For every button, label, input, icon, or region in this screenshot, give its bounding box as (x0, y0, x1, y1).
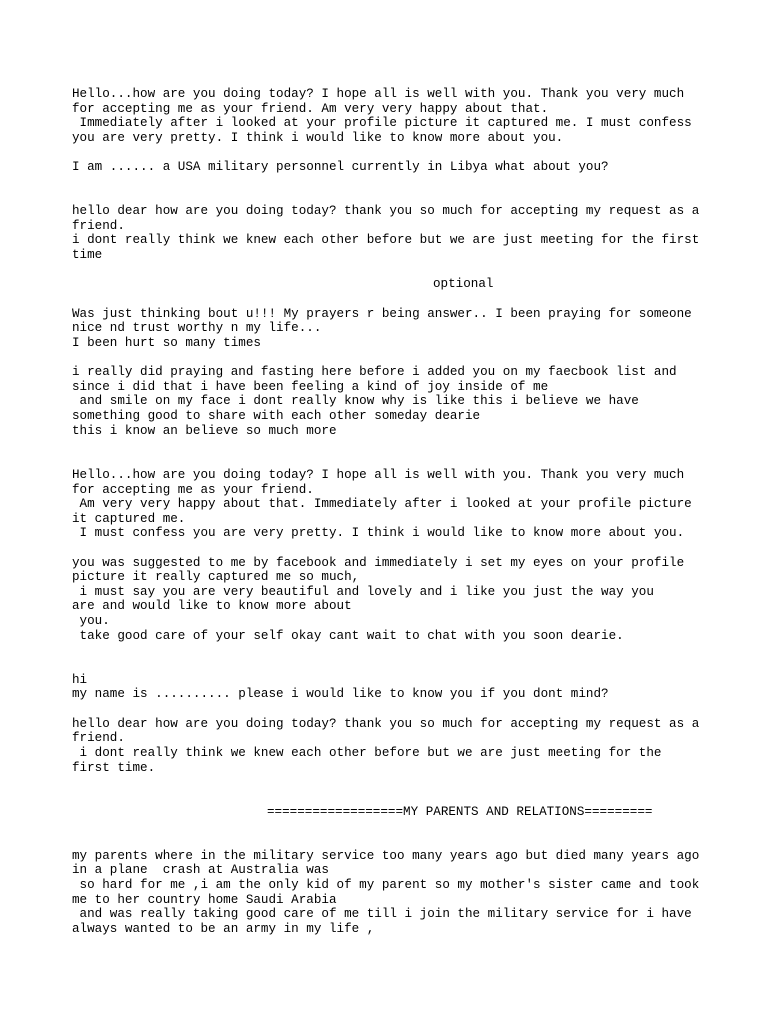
text-line: Hello...how are you doing today? I hope all is well with you. Thank you very much (72, 468, 685, 482)
text-line: i dont really think we knew each other before but we are just meeting for the (72, 746, 662, 760)
text-line: in a plane crash at Australia was (72, 863, 329, 877)
text-line: and was really taking good care of me till i join the military service for i have (72, 907, 692, 921)
text-line: I must confess you are very pretty. I think i would like to know more about you. (72, 526, 685, 540)
text-line: i must say you are very beautiful and lovely and i like you just the way you (72, 585, 654, 599)
text-line: and smile on my face i dont really know why is like this i believe we have (72, 394, 639, 408)
text-line: I been hurt so many times (72, 336, 261, 350)
text-line: you are very pretty. I think i would like to know more about you. (72, 131, 564, 145)
text-line: friend. (72, 731, 125, 745)
text-line: this i know an believe so much more (72, 424, 337, 438)
text-line: I am ...... a USA military personnel currently in Libya what about you? (72, 160, 609, 174)
optional-heading: optional (433, 277, 494, 291)
text-line: first time. (72, 761, 156, 775)
text-line: you. (72, 614, 110, 628)
text-line: i dont really think we knew each other before but we are just meeting for the first (72, 233, 700, 247)
text-line: you was suggested to me by facebook and immediately i set my eyes on your profile (72, 556, 685, 570)
text-line: take good care of your self okay cant wait to chat with you soon dearie. (72, 629, 624, 643)
text-line: since i did that i have been feeling a kind of joy inside of me (72, 380, 549, 394)
text-line: for accepting me as your friend. (72, 483, 314, 497)
text-line: so hard for me ,i am the only kid of my parent so my mother's sister came and took (72, 878, 700, 892)
text-line: it captured me. (72, 512, 186, 526)
text-line: for accepting me as your friend. Am very very happy about that. (72, 102, 549, 116)
text-line: friend. (72, 219, 125, 233)
text-line: Immediately after i looked at your profile picture it captured me. I must confess (72, 116, 692, 130)
text-line: my name is .......... please i would like to know you if you dont mind? (72, 687, 609, 701)
text-line: hello dear how are you doing today? thank you so much for accepting my request as a (72, 717, 700, 731)
text-line: something good to share with each other someday dearie (72, 409, 481, 423)
text-line: are and would like to know more about (72, 599, 352, 613)
text-line: me to her country home Saudi Arabia (72, 893, 337, 907)
text-line: picture it really captured me so much, (72, 570, 360, 584)
text-line: always wanted to be an army in my life , (72, 922, 375, 936)
text-line: my parents where in the military service too many years ago but died many years ago (72, 849, 700, 863)
text-line: hello dear how are you doing today? thank you so much for accepting my request as a (72, 204, 700, 218)
text-line: hi (72, 673, 88, 687)
text-line: Hello...how are you doing today? I hope all is well with you. Thank you very much (72, 87, 685, 101)
text-line: i really did praying and fasting here before i added you on my faecbook list and (72, 365, 677, 379)
section-heading-parents-and-relations: ==================MY PARENTS AND RELATIONS========= (267, 805, 653, 819)
text-line: nice nd trust worthy n my life... (72, 321, 322, 335)
text-line: Was just thinking bout u!!! My prayers r being answer.. I been praying for someone (72, 307, 692, 321)
text-line: Am very very happy about that. Immediately after i looked at your profile picture (72, 497, 692, 511)
text-line: time (72, 248, 103, 262)
